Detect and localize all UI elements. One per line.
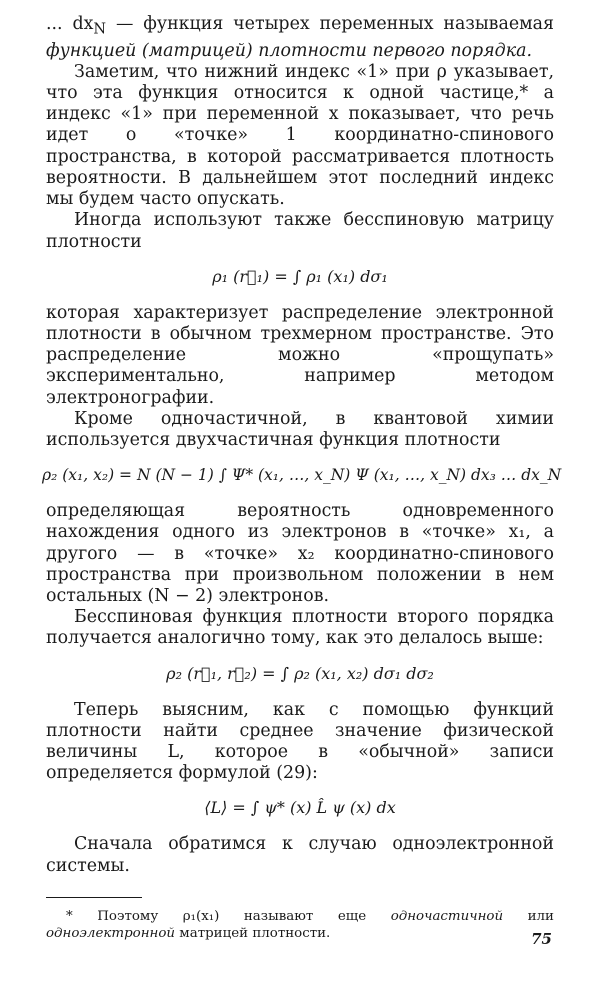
footnote-start: * Поэтому ρ₁(x₁) называют еще [66, 908, 391, 924]
p1-mid: — функция четырех переменных называемая [106, 14, 554, 34]
paragraph-5: Кроме одночастичной, в квантовой химии используется двухчастичная функция плотности [46, 408, 554, 450]
paragraph-4: которая характеризует распределение электронной плотности в обычном трехмерном пространстве. Это распределение можно «прощупать» экспериментально, например методом электронографии. [46, 302, 554, 408]
p1-lead: ... dx [46, 14, 94, 34]
footnote-end: матрицей плотности. [175, 925, 331, 941]
paragraph-6: определяющая вероятность одновременного нахождения одного из электронов в «точке» x₁, а другого — в «точке» x₂ координатно-спинового пространства при произвольном положении в нем остальных (N − 2) электронов. [46, 501, 554, 606]
footnote [46, 908, 554, 942]
page-number: 75 [531, 930, 552, 948]
paragraph-9: Сначала обратимся к случаю одноэлектронной системы. [46, 834, 554, 876]
formula-spinless-density-2: ρ₂ (r⃗₁, r⃗₂) = ∫ ρ₂ (x₁, x₂) dσ₁ dσ₂ [166, 663, 434, 683]
footnote-middle: или [503, 908, 554, 924]
paragraph-1 [46, 14, 554, 62]
paragraph-8: Теперь выясним, как с помощью функций плотности найти среднее значение физической величины L, которое в «обычной» записи определяется формулой (29): [46, 699, 554, 784]
p1-lead-sub: N [93, 21, 107, 38]
footnote-emph-2: одноэлектронной [46, 925, 176, 941]
formula-spinless-density-1: ρ₁ (r⃗₁) = ∫ ρ₁ (x₁) dσ₁ [212, 266, 388, 286]
footnote-divider [46, 897, 142, 898]
formula-mean-value: ⟨L⟩ = ∫ ψ* (x) L̂ ψ (x) dx [204, 798, 396, 818]
footnote-emph-1: одночастичной [390, 908, 504, 924]
paragraph-2: Заметим, что нижний индекс «1» при ρ указывает, что эта функция относится к одной частице,* а индекс «1» при переменной x показывает, что речь идет о «точке» 1 координатно-спинового пространства, в которой рассматривается плотность вероятности. В дальнейшем этот последний индекс мы будем часто опускать. [46, 61, 554, 210]
paragraph-7: Бесспиновая функция плотности второго порядка получается аналогично тому, как это делалось выше: [46, 607, 554, 649]
p1-emphasis: функцией (матрицей) плотности первого порядка. [46, 40, 532, 61]
formula-two-particle-density: ρ₂ (x₁, x₂) = N (N − 1) ∫ Ψ* (x₁, …, x_N) Ψ (x₁, …, x_N) dx₃ … dx_N [42, 466, 562, 485]
paragraph-3: Иногда используют также бесспиновую матрицу плотности [46, 210, 554, 252]
